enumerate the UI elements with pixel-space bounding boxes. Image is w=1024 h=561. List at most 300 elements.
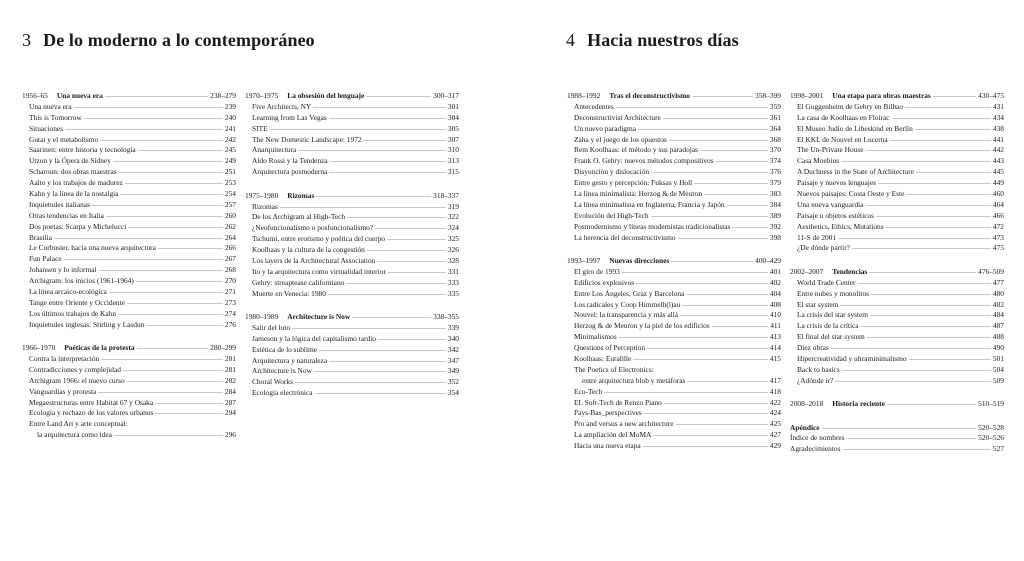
dot-leader <box>838 238 991 239</box>
dot-leader <box>680 315 768 316</box>
toc-entry[interactable] <box>245 388 459 399</box>
entry-title: Choral Works <box>252 377 293 387</box>
toc-entry[interactable] <box>790 211 1004 222</box>
toc-entry[interactable] <box>790 289 1004 300</box>
toc-entry[interactable] <box>567 398 781 409</box>
entry-title: Jameson y la lógica del capitalismo tardío <box>252 333 376 343</box>
entry-title: Antecedentes <box>574 101 614 111</box>
section-label <box>790 399 885 410</box>
toc-entry[interactable] <box>790 167 1004 178</box>
entry-title: Archigram: los inicios (1961-1964) <box>29 276 134 286</box>
toc-entry[interactable] <box>790 145 1004 156</box>
entry-title: Entre Los Ángeles, Graz y Barcelona <box>574 288 685 298</box>
entry-page: 464 <box>992 199 1004 209</box>
entry-title: Otras tendencias en Italia <box>29 210 104 220</box>
entry-title: Entre nubes y monolitos <box>797 288 870 298</box>
entry-title: Situaciones <box>29 123 64 133</box>
entry-page: 267 <box>224 254 236 264</box>
toc-entry[interactable] <box>245 256 459 267</box>
toc-section <box>245 191 459 300</box>
section-page-range: 280–299 <box>210 343 236 353</box>
toc-entry[interactable] <box>245 212 459 223</box>
toc-entry[interactable] <box>567 310 781 321</box>
toc-entry[interactable] <box>22 243 236 254</box>
dot-leader <box>682 305 768 306</box>
dot-leader <box>847 438 977 439</box>
toc-entry[interactable] <box>22 178 236 189</box>
dot-leader <box>890 140 991 141</box>
toc-entry[interactable] <box>245 289 459 300</box>
entry-page: 307 <box>447 134 459 144</box>
toc-entry[interactable] <box>790 433 1004 444</box>
toc-entry[interactable] <box>22 287 236 298</box>
entry-page: 305 <box>447 123 459 133</box>
entry-title: Dos poetas: Scarpa y Michelucci <box>29 221 127 231</box>
entry-page: 411 <box>770 321 781 331</box>
entry-page: 313 <box>447 156 459 166</box>
toc-entry[interactable] <box>245 345 459 356</box>
section-years: 1988–1992 <box>567 91 601 100</box>
entry-page: 389 <box>769 210 781 220</box>
toc-entry[interactable] <box>567 167 781 178</box>
toc-entry[interactable] <box>567 102 781 113</box>
toc-entry[interactable] <box>790 365 1004 376</box>
entry-page: 271 <box>224 287 236 297</box>
entry-page: 260 <box>224 210 236 220</box>
toc-entry[interactable] <box>790 156 1004 167</box>
toc-entry[interactable] <box>22 200 236 211</box>
entry-title: Eco-Tech <box>574 386 603 396</box>
toc-entry[interactable] <box>22 354 236 365</box>
toc-entry[interactable] <box>567 441 781 452</box>
dot-leader <box>831 348 991 349</box>
section-years: 1966–1970 <box>22 343 56 353</box>
dot-leader <box>109 292 223 293</box>
entry-page: 484 <box>992 310 1004 320</box>
toc-entry[interactable] <box>22 430 236 441</box>
toc-entry[interactable] <box>245 113 459 124</box>
section-label <box>245 312 350 323</box>
entry-title: Fun Palace <box>29 254 62 264</box>
entry-title: Koolhaas: Euralille <box>574 353 632 363</box>
section-label <box>790 423 820 434</box>
dot-leader <box>843 449 991 450</box>
dot-leader <box>270 129 446 130</box>
entry-page: 349 <box>447 366 459 376</box>
toc-entry[interactable] <box>790 178 1004 189</box>
toc-section-heading[interactable] <box>22 91 236 102</box>
dot-leader <box>328 294 446 295</box>
dot-leader <box>822 428 977 429</box>
toc-entry[interactable] <box>245 323 459 334</box>
entry-title: La herencia del deconstructivismo <box>574 232 676 242</box>
entry-page: 368 <box>769 134 781 144</box>
dot-leader <box>636 283 768 284</box>
entry-title: Kahn y la línea de la nostalgia <box>29 189 119 199</box>
toc-entry[interactable] <box>245 366 459 377</box>
section-label <box>245 191 314 202</box>
toc-section-heading[interactable] <box>790 399 1004 410</box>
toc-entry[interactable] <box>22 167 236 178</box>
toc-entry[interactable] <box>245 135 459 146</box>
dot-leader <box>892 118 991 119</box>
toc-entry[interactable] <box>567 387 781 398</box>
dot-leader <box>840 305 990 306</box>
entry-page: 401 <box>769 266 781 276</box>
dot-leader <box>319 350 446 351</box>
dot-leader <box>878 183 991 184</box>
toc-entry[interactable] <box>245 234 459 245</box>
entry-page: 241 <box>224 123 236 133</box>
toc-entry[interactable] <box>245 377 459 388</box>
toc-entry[interactable] <box>790 354 1004 365</box>
entry-title: Entre gesto y percepción: Fuksas y Holl <box>574 178 693 188</box>
entry-title: Megaestructuras entre Habitat 67 y Osaka <box>29 397 154 407</box>
entry-page: 339 <box>447 322 459 332</box>
entry-title: Questions of Perception <box>574 343 646 353</box>
entry-page: 242 <box>224 134 236 144</box>
toc-entry[interactable] <box>22 398 236 409</box>
entry-page: 487 <box>992 321 1004 331</box>
entry-page: 310 <box>447 145 459 155</box>
entry-title: La línea minimalista: Herzog & de Meuron <box>574 189 703 199</box>
section-years: 1993–1997 <box>567 255 601 265</box>
toc-section <box>245 312 459 399</box>
toc-entry[interactable] <box>567 222 781 233</box>
entry-page: 262 <box>224 221 236 231</box>
dot-leader <box>98 392 223 393</box>
entry-page: 449 <box>992 178 1004 188</box>
toc-entry[interactable] <box>245 156 459 167</box>
entry-title: Tschumi, entre erotismo y poética del cuerpo <box>252 234 386 244</box>
entry-page: 274 <box>224 308 236 318</box>
toc-entry[interactable] <box>567 365 781 376</box>
toc-entry[interactable] <box>22 102 236 113</box>
entry-title: Muerte en Venecia: 1980 <box>252 288 326 298</box>
section-page-range: 510–519 <box>978 399 1004 409</box>
entry-title: Los últimos trabajos de Kahn <box>29 308 117 318</box>
toc-section-heading[interactable] <box>245 312 459 323</box>
entry-page: 438 <box>992 123 1004 133</box>
toc-section-heading[interactable] <box>245 191 459 202</box>
toc-entry[interactable] <box>245 145 459 156</box>
dot-leader <box>915 129 991 130</box>
entry-page: 429 <box>769 441 781 451</box>
toc-section-heading[interactable] <box>245 91 459 102</box>
dot-leader <box>704 194 768 195</box>
section-years: 2008–2018 <box>790 399 824 409</box>
dot-leader <box>329 361 446 362</box>
dot-leader <box>692 96 753 97</box>
toc-entry[interactable] <box>567 376 781 387</box>
dot-leader <box>671 261 753 262</box>
dot-leader <box>700 150 768 151</box>
entry-page: 434 <box>992 112 1004 122</box>
dot-leader <box>388 272 446 273</box>
toc-entry[interactable] <box>22 135 236 146</box>
toc-section-heading[interactable] <box>790 267 1004 278</box>
toc-entry[interactable] <box>245 267 459 278</box>
dot-leader <box>933 96 976 97</box>
entry-title: Pro and versus a new architecture <box>574 419 674 429</box>
entry-title: La crisis del star system <box>797 310 869 320</box>
toc-entry[interactable] <box>790 321 1004 332</box>
toc-entry[interactable] <box>245 245 459 256</box>
entry-title: Diez obras <box>797 343 829 353</box>
entry-title: La ampliación del MoMA <box>574 430 652 440</box>
dot-leader <box>347 217 446 218</box>
dot-leader <box>644 413 768 414</box>
toc-entry[interactable] <box>567 289 781 300</box>
toc-entry[interactable] <box>22 254 236 265</box>
entry-title: Herzog & de Meuron y la piel de los edificios <box>574 321 710 331</box>
entry-page: 342 <box>447 344 459 354</box>
toc-entry[interactable] <box>567 267 781 278</box>
toc-entry[interactable] <box>22 387 236 398</box>
chapter-title: De lo moderno a lo contemporáneo <box>43 30 315 50</box>
toc-entry[interactable] <box>567 354 781 365</box>
entry-page: 466 <box>992 210 1004 220</box>
toc-entry[interactable] <box>567 124 781 135</box>
dot-leader <box>643 446 768 447</box>
dot-leader <box>669 140 768 141</box>
dot-leader <box>123 370 223 371</box>
toc-section-heading[interactable] <box>790 91 1004 102</box>
dot-leader <box>676 424 768 425</box>
toc-entry[interactable] <box>567 145 781 156</box>
entry-page: 251 <box>224 167 236 177</box>
entry-page: 414 <box>769 343 781 353</box>
dot-leader <box>694 183 768 184</box>
toc-entry[interactable] <box>22 222 236 233</box>
entry-page: 379 <box>769 178 781 188</box>
toc-entry[interactable] <box>567 408 781 419</box>
entry-page: 504 <box>992 364 1004 374</box>
dot-leader <box>375 228 446 229</box>
toc-entry[interactable] <box>567 430 781 441</box>
toc-entry[interactable] <box>790 300 1004 311</box>
dot-leader <box>346 283 446 284</box>
toc-entry[interactable] <box>790 124 1004 135</box>
toc-section <box>790 423 1004 456</box>
entry-title: The Un-Private House <box>797 145 864 155</box>
toc-entry[interactable] <box>22 233 236 244</box>
toc-entry[interactable] <box>567 321 781 332</box>
toc-entry[interactable] <box>245 102 459 113</box>
toc-section-heading[interactable] <box>567 91 781 102</box>
dot-leader <box>313 107 446 108</box>
toc-entry[interactable] <box>245 356 459 367</box>
toc-entry[interactable] <box>790 189 1004 200</box>
entry-title: Five Architects, NY <box>252 101 312 111</box>
entry-title: Los radicales y Coop Himmelb(l)au <box>574 299 681 309</box>
entry-title: World Trade Center <box>797 277 856 287</box>
toc-entry[interactable] <box>567 419 781 430</box>
entry-title: Aalto y los trabajos de madurez <box>29 178 123 188</box>
toc-entry[interactable] <box>567 178 781 189</box>
entry-page: 266 <box>224 243 236 253</box>
entry-page: 239 <box>224 101 236 111</box>
entry-page: 442 <box>992 145 1004 155</box>
dot-leader <box>146 325 223 326</box>
dot-leader <box>687 381 767 382</box>
dot-leader <box>604 392 768 393</box>
toc-entry[interactable] <box>567 135 781 146</box>
toc-entry[interactable] <box>22 113 236 124</box>
dot-leader <box>64 259 223 260</box>
toc-entry[interactable] <box>790 135 1004 146</box>
entry-title: Koolhaas y la cultura de la congestión <box>252 245 365 255</box>
toc-entry[interactable] <box>790 332 1004 343</box>
entry-title: Ecología electrónica <box>252 388 313 398</box>
entry-title: El final del star system <box>797 332 865 342</box>
toc-entry[interactable] <box>245 202 459 213</box>
entry-title: Back to basics <box>797 364 840 374</box>
toc-entry[interactable] <box>22 419 236 430</box>
toc-entry[interactable] <box>567 211 781 222</box>
entry-title: SITE <box>252 123 268 133</box>
entry-page: 477 <box>992 277 1004 287</box>
entry-page: 268 <box>224 265 236 275</box>
dot-leader <box>366 96 431 97</box>
dot-leader <box>876 216 991 217</box>
entry-page: 418 <box>769 386 781 396</box>
section-years: 1956–65 <box>22 91 48 100</box>
toc-entry[interactable] <box>790 233 1004 244</box>
toc-entry[interactable] <box>245 223 459 234</box>
entry-title: Minimalismos <box>574 332 617 342</box>
dot-leader <box>330 161 446 162</box>
toc-entry[interactable] <box>245 278 459 289</box>
toc-entry[interactable] <box>22 320 236 331</box>
toc-entry[interactable] <box>790 444 1004 455</box>
toc-section-heading[interactable] <box>22 343 236 354</box>
entry-page: 427 <box>769 430 781 440</box>
entry-title: Inquietudes inglesas: Stirling y Lasdun <box>29 319 145 329</box>
entry-page: 276 <box>224 319 236 329</box>
toc-entry[interactable] <box>22 276 236 287</box>
toc-entry[interactable] <box>22 408 236 419</box>
entry-title: Zaha y el juego de los opuestos <box>574 134 667 144</box>
dot-leader <box>377 261 446 262</box>
entry-page: 415 <box>769 353 781 363</box>
section-years: 1980–1989 <box>245 312 279 322</box>
entry-page: 282 <box>224 375 236 385</box>
entry-page: 501 <box>992 353 1004 363</box>
toc-entry[interactable] <box>22 189 236 200</box>
toc-section <box>245 91 459 178</box>
toc-entry[interactable] <box>790 113 1004 124</box>
dot-leader <box>867 337 991 338</box>
toc-entry[interactable] <box>567 189 781 200</box>
toc-entry[interactable] <box>790 243 1004 254</box>
entry-title: Paisaje u objetos estéticos <box>797 210 874 220</box>
dot-leader <box>852 248 991 249</box>
toc-entry[interactable] <box>22 298 236 309</box>
dot-leader <box>105 96 208 97</box>
section-label <box>790 91 931 102</box>
toc-entry[interactable] <box>22 309 236 320</box>
entry-title: Deconstructivist Architecture <box>574 112 661 122</box>
section-page-range: 300–317 <box>433 91 459 100</box>
entry-page: 352 <box>447 377 459 387</box>
section-page-range: 476–509 <box>978 266 1004 276</box>
dot-leader <box>329 172 446 173</box>
toc-entry[interactable] <box>245 334 459 345</box>
section-label <box>567 91 690 102</box>
toc-section-heading[interactable] <box>790 423 1004 434</box>
toc-entry[interactable] <box>22 365 236 376</box>
entry-title: Utzon y la Ópera de Sídney <box>29 156 111 166</box>
dot-leader <box>114 435 223 436</box>
toc-entry[interactable] <box>567 343 781 354</box>
toc-section-heading[interactable] <box>567 256 781 267</box>
toc-entry[interactable] <box>567 278 781 289</box>
toc-entry[interactable] <box>567 156 781 167</box>
toc-entry[interactable] <box>22 265 236 276</box>
toc-entry[interactable] <box>245 124 459 135</box>
entry-title: Rem Koolhaas: el método y sus paradojas <box>574 145 698 155</box>
toc-entry[interactable] <box>790 278 1004 289</box>
toc-entry[interactable] <box>22 376 236 387</box>
dot-leader <box>916 172 991 173</box>
dot-leader <box>866 150 991 151</box>
toc-entry[interactable] <box>567 233 781 244</box>
toc-entry[interactable] <box>790 310 1004 321</box>
dot-leader <box>155 403 223 404</box>
entry-title: Índice de nombres <box>790 433 845 443</box>
dot-leader <box>280 207 446 208</box>
entry-page: 488 <box>992 332 1004 342</box>
toc-entry[interactable] <box>567 200 781 211</box>
entry-page: 304 <box>447 112 459 122</box>
toc-entry[interactable] <box>790 376 1004 387</box>
toc-entry[interactable] <box>790 343 1004 354</box>
entry-title: De los Archigram al High-Tech <box>252 212 346 222</box>
toc-section <box>22 91 236 331</box>
section-title: Poéticas de la protesta <box>64 343 135 353</box>
toc-entry[interactable] <box>567 113 781 124</box>
entry-page: 333 <box>447 277 459 287</box>
toc-entry[interactable] <box>567 332 781 343</box>
toc-entry[interactable] <box>22 145 236 156</box>
entry-page: 294 <box>224 408 236 418</box>
toc-entry[interactable] <box>22 124 236 135</box>
toc-entry[interactable] <box>567 300 781 311</box>
entry-title: Pays-Bas_perspectives <box>574 408 642 418</box>
dot-leader <box>686 294 768 295</box>
dot-leader <box>120 194 222 195</box>
entry-page: 354 <box>447 388 459 398</box>
dot-leader <box>138 150 223 151</box>
entry-title: Entre Land Art y arte conceptual: <box>29 419 128 429</box>
toc-entry[interactable] <box>790 200 1004 211</box>
toc-entry[interactable] <box>245 167 459 178</box>
entry-title: Anarquitectura <box>252 145 297 155</box>
toc-entry[interactable] <box>790 102 1004 113</box>
toc-entry[interactable] <box>22 156 236 167</box>
section-title: La obsesión del lenguaje <box>287 91 365 100</box>
dot-leader <box>315 393 446 394</box>
dot-leader <box>905 107 991 108</box>
entry-title: Una nueva era <box>29 101 72 111</box>
entry-page: 325 <box>447 234 459 244</box>
toc-entry[interactable] <box>22 211 236 222</box>
entry-page: 240 <box>224 112 236 122</box>
toc-entry[interactable] <box>790 222 1004 233</box>
entry-title: Archigram 1966: el nuevo curso <box>29 375 125 385</box>
dot-leader <box>869 272 976 273</box>
